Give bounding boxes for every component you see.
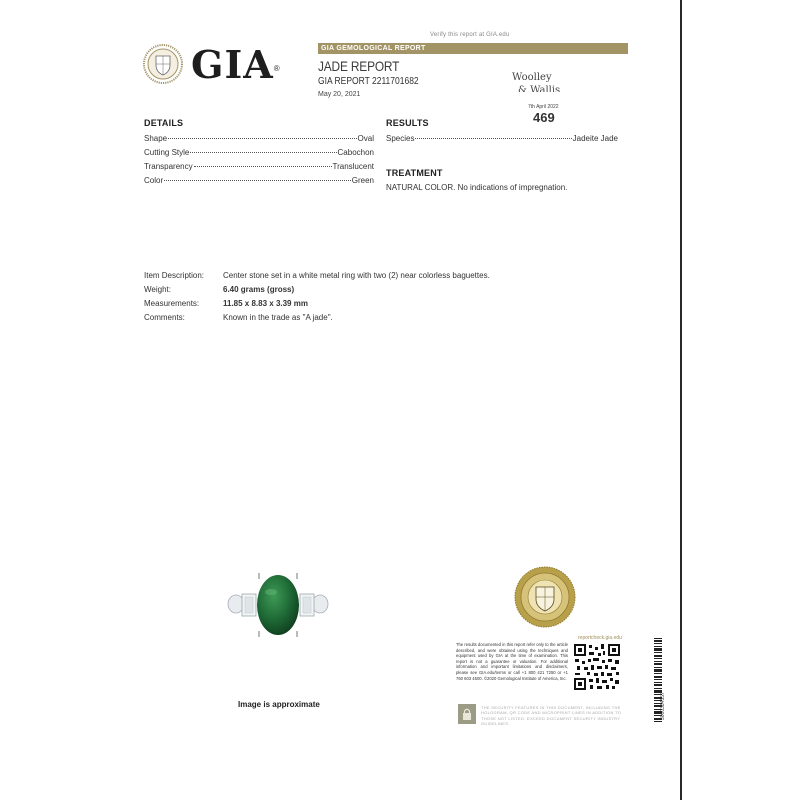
measurements-label: Measurements:	[144, 299, 200, 308]
weight-value: 6.40 grams (gross)	[223, 285, 295, 294]
report-title: JADE REPORT	[318, 58, 400, 74]
report-date: May 20, 2021	[318, 91, 361, 98]
page-edge	[680, 0, 682, 800]
auction-stamp-date: 7th April 2022	[528, 104, 559, 110]
weight-label: Weight:	[144, 285, 171, 294]
comments-value: Known in the trade as "A jade".	[223, 313, 333, 322]
auction-stamp-line1: Woolley	[512, 72, 552, 83]
security-features-text: THE SECURITY FEATURES IN THIS DOCUMENT, INCLUDING THE HOLOGRAM, QR CODE AND MICROPRINT LINES IN ADDITION TO THOSE NOT LISTED, EXCEED DOCUMENT SECURITY INDUSTRY GUIDELINES.	[481, 705, 622, 727]
measurements-value: 11.85 x 8.83 x 3.39 mm	[223, 299, 308, 308]
lock-icon	[458, 704, 476, 724]
treatment-heading: TREATMENT	[386, 168, 443, 178]
treatment-text: NATURAL COLOR. No indications of impregnation.	[386, 183, 568, 192]
gia-seal-icon	[143, 44, 183, 84]
details-heading: DETAILS	[144, 118, 184, 128]
detail-row-color: Color Green	[144, 176, 374, 185]
detail-row-shape: Shape Oval	[144, 134, 374, 143]
disclaimer-text: The results documented in this report refer only to the article described, and were obtained using the techniques and equipment used by GIA at the time of examination. This report is not a guarantee or valuation. For additional information and important limitations and disclaimers, please see GIA.edu/terms or call +1 800 421 7250 or +1 760 603 4500. ©2020 Gemological Institute of America, Inc.	[456, 642, 568, 681]
verify-text: Verify this report at GIA.edu	[430, 32, 510, 38]
auction-stamp-line2: & Wallis	[518, 85, 561, 92]
report-banner: GIA GEMOLOGICAL REPORT	[318, 43, 628, 54]
item-description-value: Center stone set in a white metal ring with two (2) near colorless baguettes.	[223, 271, 490, 280]
result-row-species: Species Jadeite Jade	[386, 134, 618, 143]
reportcheck-link[interactable]: reportcheck.gia.edu	[578, 635, 622, 641]
report-number: GIA REPORT 2211701682	[318, 76, 419, 87]
gia-logo: GIA®	[191, 42, 281, 87]
jade-ring-image	[222, 570, 334, 640]
results-heading: RESULTS	[386, 118, 429, 128]
detail-row-cutting-style: Cutting Style Cabochon	[144, 148, 374, 157]
item-description-label: Item Description:	[144, 271, 205, 280]
gia-hologram-seal-icon	[514, 566, 576, 628]
detail-row-transparency: Transparency Translucent	[144, 162, 374, 171]
serial-number: 3000384557	[660, 692, 666, 720]
qr-code-icon[interactable]	[573, 643, 621, 691]
comments-label: Comments:	[144, 313, 185, 322]
image-caption: Image is approximate	[238, 700, 320, 709]
lot-number: 469	[533, 110, 555, 125]
